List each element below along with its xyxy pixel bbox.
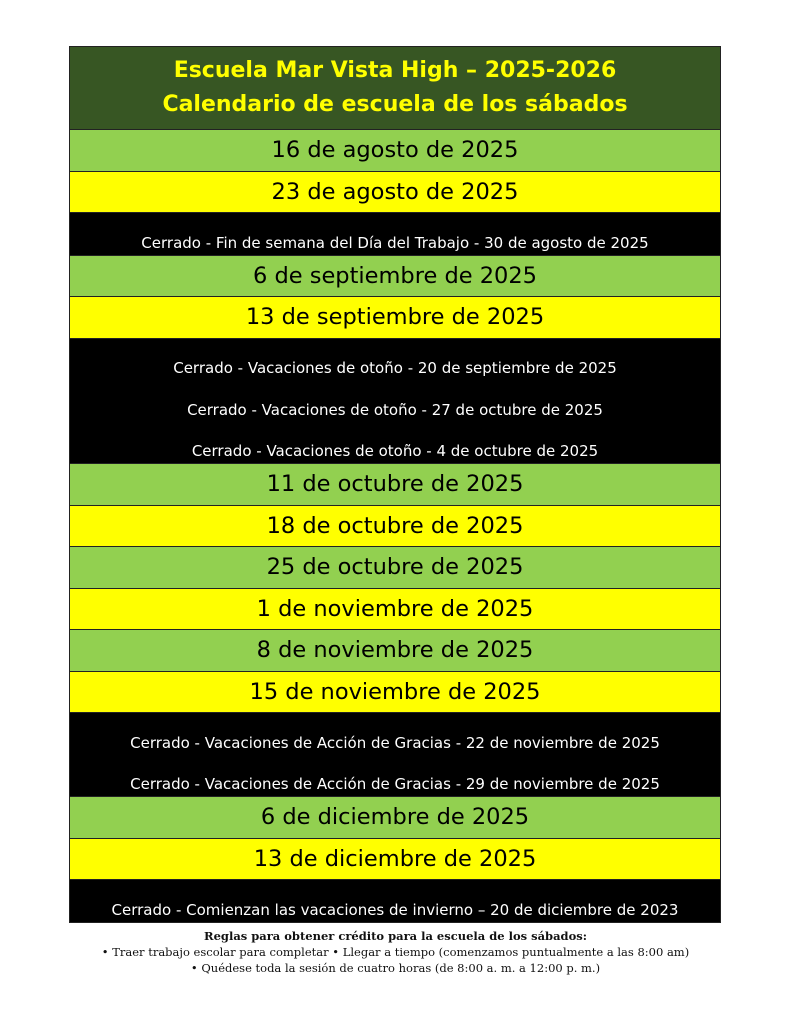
- closed-date-text: Cerrado - Vacaciones de otoño - 4 de octubre de 2025: [191, 442, 599, 460]
- credit-rules: [0, 928, 791, 976]
- calendar-rows: [70, 130, 720, 922]
- calendar-subtitle: Calendario de escuela de los sábados: [162, 92, 628, 117]
- saturday-date-row: 6 de diciembre de 2025: [70, 797, 720, 839]
- saturday-school-calendar: [69, 46, 721, 923]
- calendar-title: Escuela Mar Vista High – 2025-2026: [173, 58, 617, 83]
- closed-date-row: [70, 339, 720, 381]
- saturday-date-row: 18 de octubre de 2025: [70, 506, 720, 548]
- saturday-date-row: 1 de noviembre de 2025: [70, 589, 720, 631]
- closed-date-text: Cerrado - Comienzan las vacaciones de invierno – 20 de diciembre de 2023: [111, 900, 679, 919]
- closed-dates-block: [70, 339, 720, 465]
- closed-date-row: [70, 880, 720, 922]
- rules-title: Reglas para obtener crédito para la escuela de los sábados:: [204, 929, 587, 943]
- closed-date-text: Cerrado - Vacaciones de Acción de Gracias - 22 de noviembre de 2025: [130, 733, 660, 752]
- closed-date-row: [70, 380, 720, 422]
- closed-dates-block: [70, 713, 720, 797]
- saturday-date-row: 13 de septiembre de 2025: [70, 297, 720, 339]
- saturday-date-row: 23 de agosto de 2025: [70, 172, 720, 214]
- rules-line-2: • Quédese toda la sesión de cuatro horas (de 8:00 a. m. a 12:00 p. m.): [190, 961, 601, 975]
- closed-date-row: [70, 213, 720, 255]
- saturday-date-row: 8 de noviembre de 2025: [70, 630, 720, 672]
- closed-date-text: Cerrado - Vacaciones de Acción de Gracias - 29 de noviembre de 2025: [130, 775, 660, 793]
- saturday-date-row: 16 de agosto de 2025: [70, 130, 720, 172]
- closed-dates-block: [70, 213, 720, 256]
- closed-date-row: [70, 422, 720, 464]
- closed-date-text: Cerrado - Fin de semana del Día del Trabajo - 30 de agosto de 2025: [141, 233, 649, 252]
- calendar-header: [70, 47, 720, 130]
- saturday-date-row: 11 de octubre de 2025: [70, 464, 720, 506]
- closed-date-row: [70, 713, 720, 755]
- closed-date-text: Cerrado - Vacaciones de otoño - 27 de octubre de 2025: [187, 400, 603, 419]
- saturday-date-row: 15 de noviembre de 2025: [70, 672, 720, 714]
- saturday-date-row: 6 de septiembre de 2025: [70, 256, 720, 298]
- saturday-date-row: 25 de octubre de 2025: [70, 547, 720, 589]
- closed-date-row: [70, 755, 720, 797]
- rules-line-1: • Traer trabajo escolar para completar • Llegar a tiempo (comenzamos puntualmente a las 8:00 am): [101, 945, 690, 959]
- closed-date-text: Cerrado - Vacaciones de otoño - 20 de septiembre de 2025: [173, 359, 617, 377]
- saturday-date-row: 13 de diciembre de 2025: [70, 839, 720, 881]
- closed-dates-block: [70, 880, 720, 922]
